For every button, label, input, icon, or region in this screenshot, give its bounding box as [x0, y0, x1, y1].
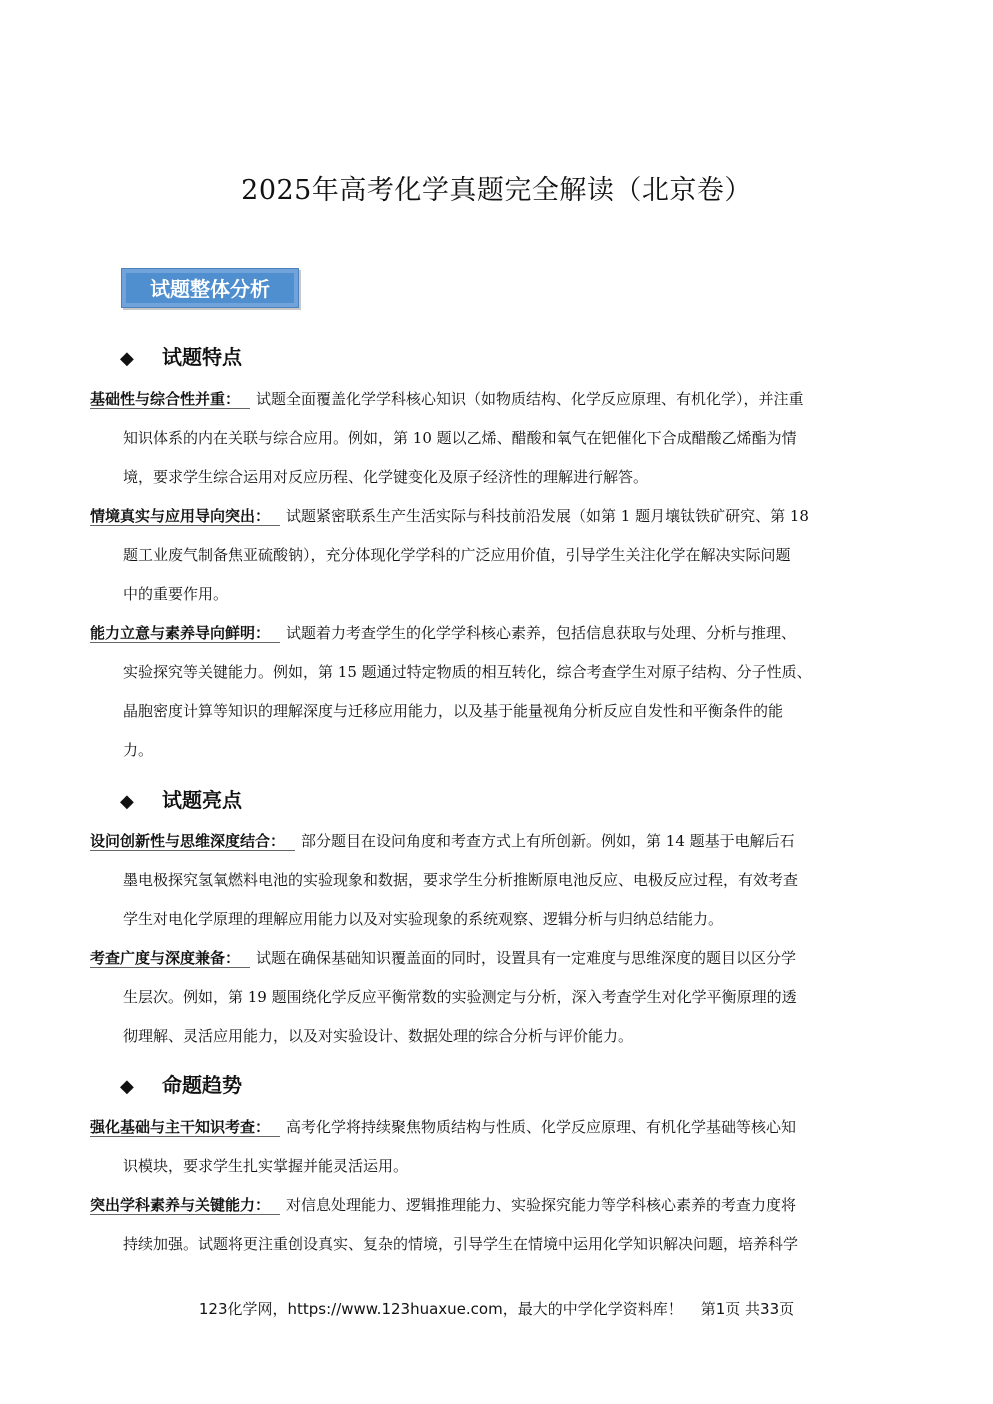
paragraph-line: 墨电极探究氢氧燃料电池的实验现象和数据，要求学生分析推断原电池反应、电极反应过程，有效考查 — [123, 871, 799, 889]
section-badge-label: 试题整体分析 — [126, 273, 294, 303]
subhead-features — [120, 341, 242, 370]
paragraph-item — [90, 822, 905, 939]
paragraph-line: 实验探究等关键能力。例如，第 15 题通过特定物质的相互转化，综合考查学生对原子结构、分子性质、 — [123, 663, 812, 681]
paragraph-line: 晶胞密度计算等知识的理解深度与迁移应用能力，以及基于能量视角分析反应自发性和平衡条件的能 — [123, 702, 784, 720]
paragraph-line: 境，要求学生综合运用对反应历程、化学键变化及原子经济性的理解进行解答。 — [123, 468, 649, 486]
footer-page-number: 第1页 共33页 — [700, 1300, 795, 1318]
paragraph-lead: 考查广度与深度兼备： — [90, 949, 250, 968]
diamond-bullet-icon: ◆ — [120, 348, 134, 369]
paragraph-item — [90, 1108, 905, 1186]
page-footer — [0, 1298, 993, 1319]
diamond-bullet-icon: ◆ — [120, 1076, 134, 1097]
paragraph-line: 知识体系的内在关联与综合应用。例如，第 10 题以乙烯、醋酸和氧气在钯催化下合成醋酸乙烯酯为情 — [123, 429, 797, 447]
paragraph-item — [90, 1186, 905, 1264]
paragraph-item — [90, 939, 905, 1056]
subhead-label: 试题特点 — [162, 345, 242, 369]
paragraph-line: 学生对电化学原理的理解应用能力以及对实验现象的系统观察、逻辑分析与归纳总结能力。 — [123, 910, 724, 928]
footer-site-text: 123化学网，https://www.123huaxue.com，最大的中学化学资料库！ — [198, 1300, 683, 1318]
paragraph-lead: 突出学科素养与关键能力： — [90, 1196, 280, 1215]
paragraph-line: 题工业废气制备焦亚硫酸钠），充分体现化学学科的广泛应用价值，引导学生关注化学在解决实际问题 — [123, 546, 791, 564]
paragraph-lead: 强化基础与主干知识考查： — [90, 1118, 280, 1137]
paragraph-line: 力。 — [123, 741, 154, 759]
paragraph-line: 高考化学将持续聚焦物质结构与性质、化学反应原理、有机化学基础等核心知 — [286, 1118, 797, 1136]
paragraph-line: 生层次。例如，第 19 题围绕化学反应平衡常数的实验测定与分析，深入考查学生对化学平衡原理的透 — [123, 988, 797, 1006]
paragraph-line: 部分题目在设问角度和考查方式上有所创新。例如，第 14 题基于电解后石 — [301, 832, 795, 850]
paragraph-line: 对信息处理能力、逻辑推理能力、实验探究能力等学科核心素养的考查力度将 — [286, 1196, 797, 1214]
page-title: 2025年高考化学真题完全解读（北京卷） — [241, 175, 752, 206]
paragraph-lead: 设问创新性与思维深度结合： — [90, 832, 295, 851]
subhead-trends — [120, 1069, 242, 1098]
paragraph-line: 中的重要作用。 — [123, 585, 229, 603]
subhead-label: 命题趋势 — [162, 1073, 242, 1097]
paragraph-lead: 情境真实与应用导向突出： — [90, 507, 280, 526]
paragraph-line: 彻理解、灵活应用能力，以及对实验设计、数据处理的综合分析与评价能力。 — [123, 1027, 634, 1045]
paragraph-line: 试题在确保基础知识覆盖面的同时，设置具有一定难度与思维深度的题目以区分学 — [256, 949, 797, 967]
paragraph-item — [90, 497, 905, 614]
paragraph-lead: 能力立意与素养导向鲜明： — [90, 624, 280, 643]
subhead-label: 试题亮点 — [162, 788, 242, 812]
paragraph-item — [90, 614, 905, 770]
paragraph-line: 持续加强。试题将更注重创设真实、复杂的情境，引导学生在情境中运用化学知识解决问题，培养科学 — [123, 1235, 799, 1253]
paragraph-line: 试题全面覆盖化学学科核心知识（如物质结构、化学反应原理、有机化学），并注重 — [256, 390, 804, 408]
paragraph-lead: 基础性与综合性并重： — [90, 390, 250, 409]
diamond-bullet-icon: ◆ — [120, 791, 134, 812]
section-badge — [121, 268, 299, 308]
paragraph-line: 识模块，要求学生扎实掌握并能灵活运用。 — [123, 1157, 409, 1175]
paragraph-line: 试题紧密联系生产生活实际与科技前沿发展（如第 1 题月壤钛铁矿研究、第 18 — [286, 507, 809, 525]
paragraph-line: 试题着力考查学生的化学学科核心素养，包括信息获取与处理、分析与推理、 — [286, 624, 797, 642]
subhead-highlights — [120, 784, 242, 813]
paragraph-item — [90, 380, 905, 497]
